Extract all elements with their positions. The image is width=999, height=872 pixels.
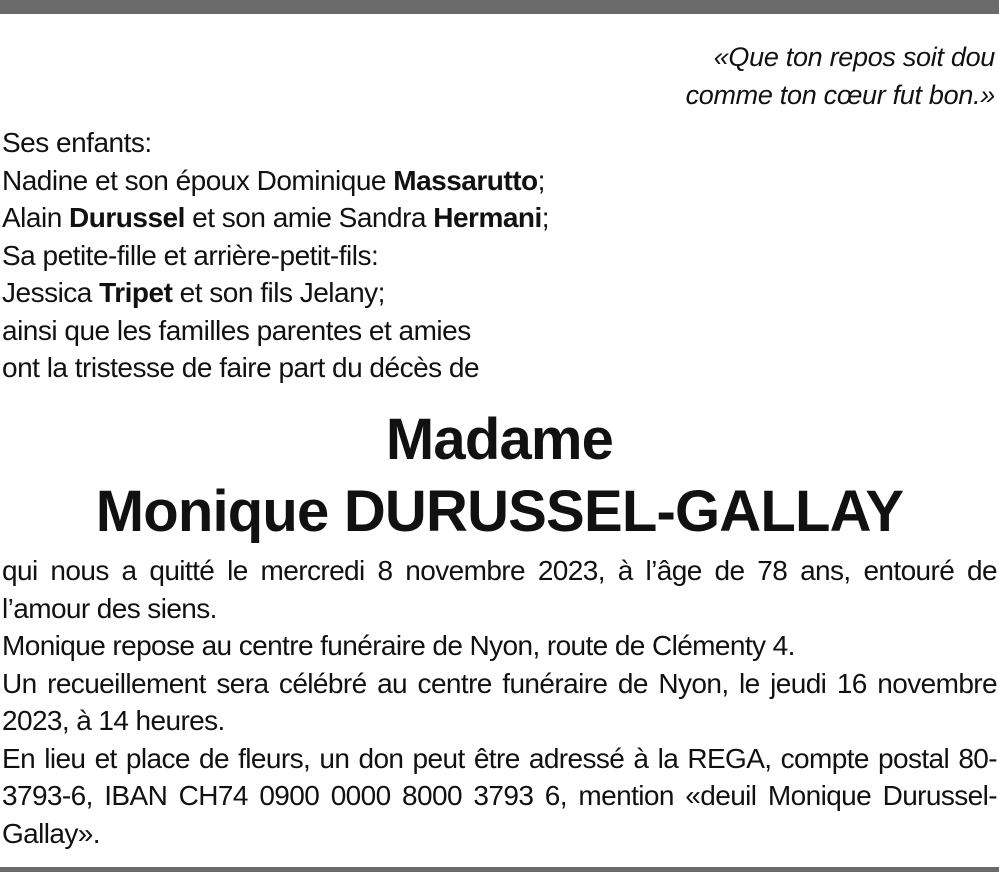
family-text: Nadine et son époux Dominique — [2, 164, 394, 196]
details-paragraph-donation: En lieu et place de fleurs, un don peut être adressé à la REGA, compte postal 80-3793-6, IBAN CH74 0900 0000 8000 3793 6, mention «deuil Monique Durussel-Gallay». — [2, 742, 997, 849]
deceased-name-block — [0, 404, 999, 548]
deceased-title: Madame — [385, 407, 614, 472]
family-surname: Tripet — [99, 277, 173, 308]
epigraph-line-2: comme ton cœur fut bon.» — [685, 80, 995, 110]
family-text: et son fils Jelany; — [172, 277, 385, 308]
epigraph-line-1: «Que ton repos soit dou — [713, 42, 995, 72]
family-text: et son amie Sandra — [184, 202, 434, 233]
family-line-alain — [2, 199, 549, 237]
top-rule — [0, 0, 999, 14]
details-text — [2, 552, 997, 852]
family-announcement — [2, 124, 549, 387]
family-text: ; — [537, 164, 545, 196]
family-surname: Massarutto — [393, 164, 538, 196]
family-line-nadine — [2, 162, 549, 200]
bottom-rule — [0, 867, 999, 872]
epigraph-quote — [686, 38, 995, 114]
family-surname: Hermani — [433, 202, 542, 233]
family-relatives: ainsi que les familles parentes et amies — [2, 314, 471, 346]
family-announcement-verb: ont la tristesse de faire part du décès de — [2, 352, 480, 383]
details-paragraph-death: qui nous a quitté le mercredi 8 novembre 2023, à l’âge de 78 ans, entouré de l’amour des siens. — [2, 555, 997, 624]
details-paragraph-ceremony: Un recueillement sera célébré au centre funéraire de Nyon, le jeudi 16 novembre 2023, à 14 heures. — [2, 667, 997, 736]
deceased-name: Monique DURUSSEL-GALLAY — [95, 479, 904, 544]
family-intro: Ses enfants: — [2, 127, 152, 158]
family-line-jessica — [2, 274, 549, 312]
family-text: Jessica — [2, 277, 100, 308]
family-text: ; — [541, 202, 550, 233]
family-surname: Durussel — [69, 202, 185, 233]
family-grandchildren-intro: Sa petite-fille et arrière-petit-fils: — [2, 239, 379, 271]
details-paragraph-rest: Monique repose au centre funéraire de Nyon, route de Clémenty 4. — [2, 630, 795, 661]
family-text: Alain — [2, 202, 70, 233]
